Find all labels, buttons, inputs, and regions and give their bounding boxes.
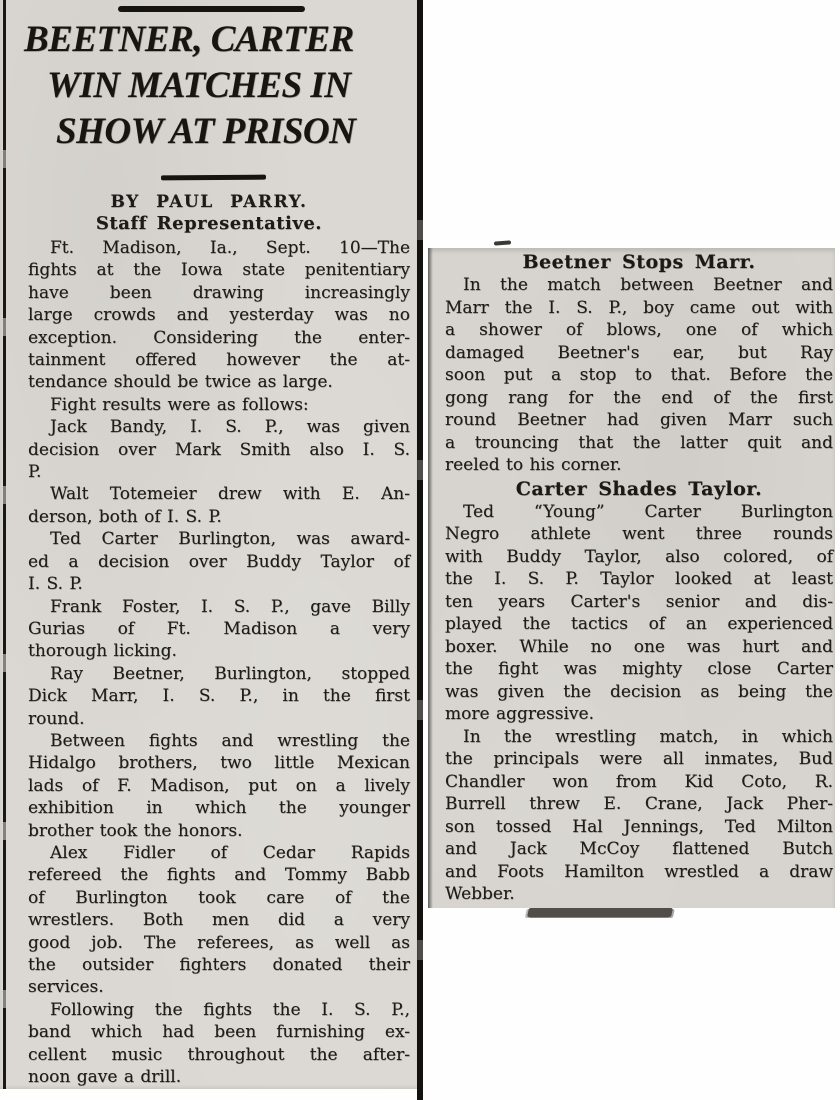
headline-line: BEETNER, CARTER xyxy=(24,19,354,60)
body-line: Gurias of Ft. Madison a very xyxy=(28,618,410,639)
stray-dash-mark xyxy=(494,240,511,245)
body-line: lads of F. Madison, put on a lively xyxy=(28,775,410,796)
body-line: fights at the Iowa state penitentiary xyxy=(28,260,410,281)
byline-subtitle: Staff Representative. xyxy=(95,213,323,234)
headline-line: SHOW AT PRISON xyxy=(56,111,356,152)
body-line: of Burlington took care of the xyxy=(28,887,410,908)
body-line: services. xyxy=(28,977,104,998)
body-line: Webber. xyxy=(445,884,515,904)
body-line: boxer. While no one was hurt and xyxy=(445,636,833,657)
body-line: tainment offered however the at- xyxy=(28,350,410,371)
top-rule-fragment xyxy=(118,6,305,12)
body-line: the I. S. P. Taylor looked at least xyxy=(445,569,833,589)
body-line: cellent music throughout the after- xyxy=(28,1044,410,1065)
body-line: a trouncing that the latter quit and xyxy=(445,432,833,453)
body-line: more aggressive. xyxy=(445,704,594,724)
body-line: noon gave a drill. xyxy=(28,1067,182,1088)
left-edge-column-rule xyxy=(3,0,6,1089)
body-line: I. S. P. xyxy=(28,574,83,595)
body-line: reeled to his corner. xyxy=(445,455,622,475)
body-line: band which had been furnishing ex- xyxy=(28,1022,410,1043)
body-line: son tossed Hal Jennings, Ted Milton xyxy=(445,816,833,837)
body-line: Ft. Madison, Ia., Sept. 10—The xyxy=(50,238,410,258)
section-subhead: Carter Shades Taylor. xyxy=(515,477,763,500)
body-line: exception. Considering the enter- xyxy=(28,327,410,348)
body-line: have been drawing increasingly xyxy=(28,282,410,303)
body-line: round Beetner had given Marr such xyxy=(445,410,833,430)
body-line: with Buddy Taylor, also colored, of xyxy=(445,546,833,567)
body-line: thorough licking. xyxy=(28,641,177,662)
body-line: Fight results were as follows: xyxy=(50,394,309,415)
body-line: and Foots Hamilton wrestled a draw xyxy=(445,861,833,882)
body-line: refereed the fights and Tommy Babb xyxy=(28,865,410,886)
headline-line: WIN MATCHES IN xyxy=(47,65,351,106)
body-line: good job. The referees, as well as xyxy=(28,932,410,953)
body-line: a shower of blows, one of which xyxy=(445,320,833,340)
body-line: Hidalgo brothers, two little Mexican xyxy=(28,753,410,774)
body-line: In the wrestling match, in which xyxy=(463,726,833,747)
body-line: Ted Carter Burlington, was award- xyxy=(50,529,410,550)
body-line: Ted “Young” Carter Burlington xyxy=(463,501,833,522)
body-line: round. xyxy=(28,708,85,729)
body-line: Jack Bandy, I. S. P., was given xyxy=(50,417,410,438)
body-line: wrestlers. Both men did a very xyxy=(28,910,410,931)
byline: BY PAUL PARRY. xyxy=(110,192,308,212)
right-column-body xyxy=(445,250,833,906)
left-column-body xyxy=(28,237,410,1088)
body-line: exhibition in which the younger xyxy=(28,798,410,819)
body-line: brother took the honors. xyxy=(28,820,243,841)
body-line: ten years Carter's senior and dis- xyxy=(445,591,833,612)
body-line: tendance should be twice as large. xyxy=(28,372,333,393)
body-line: Marr the I. S. P., boy came out with xyxy=(445,297,833,318)
body-line: Alex Fidler of Cedar Rapids xyxy=(50,842,410,863)
body-line: ed a decision over Buddy Taylor of xyxy=(28,551,410,572)
body-line: Chandler won from Kid Coto, R. xyxy=(445,771,833,792)
body-line: In the match between Beetner and xyxy=(463,275,833,295)
body-line: gong rang for the end of the first xyxy=(445,387,833,408)
headline-divider-rule xyxy=(161,175,266,181)
body-line: Dick Marr, I. S. P., in the first xyxy=(28,686,410,707)
body-line: was given the decision as being the xyxy=(445,681,833,702)
section-subhead: Beetner Stops Marr. xyxy=(522,251,756,273)
body-line: Burrell threw E. Crane, Jack Pher- xyxy=(445,794,833,814)
body-line: the outsider fighters donated their xyxy=(28,955,410,975)
body-line: decision over Mark Smith also I. S. xyxy=(28,439,410,460)
body-line: Negro athlete went three rounds xyxy=(445,524,833,544)
body-line: Ray Beetner, Burlington, stopped xyxy=(50,663,410,684)
headline xyxy=(0,17,418,155)
body-line: soon put a stop to that. Before the xyxy=(445,365,833,385)
body-line: played the tactics of an experienced xyxy=(445,614,833,634)
body-line: and Jack McCoy flattened Butch xyxy=(445,839,833,859)
center-column-rule xyxy=(417,0,423,1100)
body-line: derson, both of I. S. P. xyxy=(28,506,222,527)
body-line: Following the fights the I. S. P., xyxy=(50,999,410,1020)
body-line: Between fights and wrestling the xyxy=(50,730,410,751)
body-line: Frank Foster, I. S. P., gave Billy xyxy=(50,596,410,617)
body-line: the principals were all inmates, Bud xyxy=(445,749,833,769)
cropped-next-headline-smudge xyxy=(527,908,673,917)
body-line: damaged Beetner's ear, but Ray xyxy=(445,342,833,363)
body-line: large crowds and yesterday was no xyxy=(28,305,410,326)
body-line: the fight was mighty close Carter xyxy=(445,659,833,679)
body-line: P. xyxy=(28,462,42,483)
body-line: Walt Totemeier drew with E. An- xyxy=(50,484,410,505)
